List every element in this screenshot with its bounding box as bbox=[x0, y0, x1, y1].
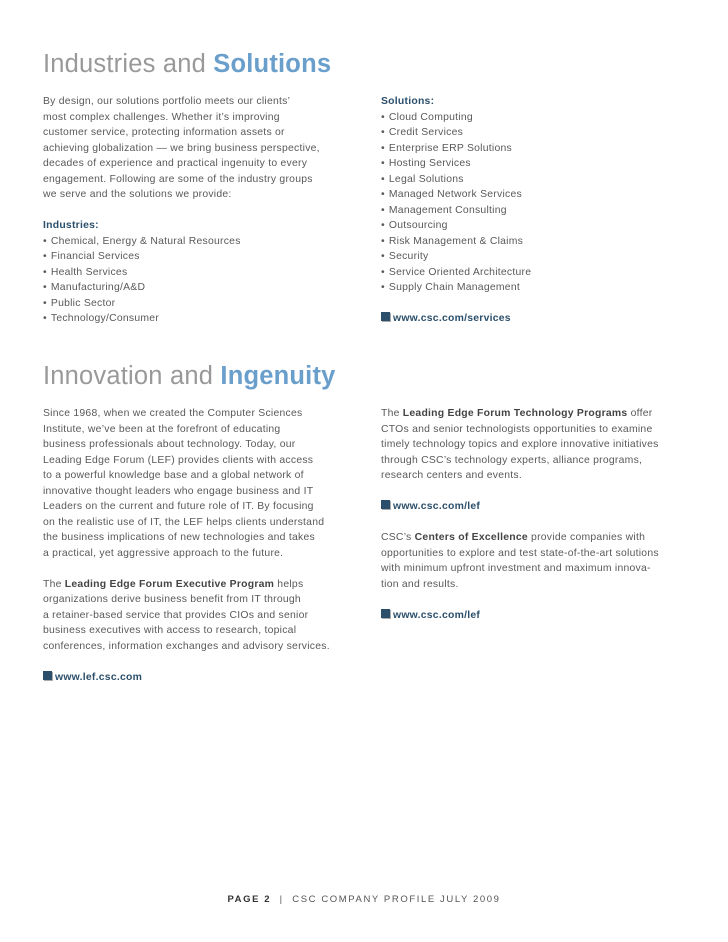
text-line: engagement. Following are some of the industry groups bbox=[43, 173, 313, 185]
link-box-icon bbox=[43, 671, 52, 680]
link-box-icon bbox=[381, 500, 390, 509]
services-link[interactable] bbox=[381, 311, 691, 327]
list-item: • Enterprise ERP Solutions bbox=[381, 141, 691, 157]
text-line: By design, our solutions portfolio meets our clients’ bbox=[43, 96, 291, 107]
program-name: Leading Edge Forum Technology Programs bbox=[402, 408, 628, 419]
lef-technology-link[interactable] bbox=[381, 499, 691, 515]
list-item: • Security bbox=[381, 249, 691, 265]
text-fragment: provide companies with bbox=[527, 532, 646, 543]
text-line: most complex challenges. Whether it’s improving bbox=[43, 111, 280, 123]
text-line: customer service, protecting information assets or bbox=[43, 127, 285, 138]
list-item: • Credit Services bbox=[381, 125, 691, 141]
text-line: on the realistic use of IT, the LEF helps clients understand bbox=[43, 516, 325, 528]
program-name: Leading Edge Forum Executive Program bbox=[64, 578, 275, 590]
title-plain: Industries and bbox=[43, 50, 206, 78]
text-fragment: The bbox=[43, 578, 65, 590]
text-line: tion and results. bbox=[381, 578, 459, 590]
footer-text: CSC COMPANY PROFILE JULY 2009 bbox=[292, 894, 501, 905]
text-line: Leaders on the current and future role of IT. By focusing bbox=[43, 501, 314, 512]
solutions-column bbox=[381, 94, 691, 327]
list-item: • Hosting Services bbox=[381, 156, 691, 172]
text-line: with minimum upfront investment and maximum innova- bbox=[381, 563, 651, 574]
centers-link-text[interactable]: www.csc.com/lef bbox=[393, 609, 481, 621]
footer-separator: | bbox=[279, 894, 284, 905]
lef-link[interactable] bbox=[43, 670, 363, 686]
program-name: Centers of Excellence bbox=[414, 532, 528, 543]
list-item: • Management Consulting bbox=[381, 203, 691, 219]
text-line: business executives with access to research, topical bbox=[43, 625, 297, 636]
list-item: • Financial Services bbox=[43, 249, 363, 265]
technology-programs-paragraph bbox=[381, 406, 691, 484]
text-line: a retainer-based service that provides CIOs and senior bbox=[43, 609, 309, 621]
text-line: conferences, information exchanges and advisory services. bbox=[43, 640, 330, 652]
intro-paragraph bbox=[43, 94, 363, 203]
text-line: research centers and events. bbox=[381, 470, 522, 481]
lef-link-text[interactable]: www.lef.csc.com bbox=[55, 671, 143, 683]
list-item: • Manufacturing/A&D bbox=[43, 280, 363, 296]
text-line: to a powerful knowledge base and a global network of bbox=[43, 470, 304, 481]
list-item: • Cloud Computing bbox=[381, 110, 691, 126]
text-line: CTOs and senior technologists opportunities to examine bbox=[381, 423, 653, 435]
centers-of-excellence-paragraph bbox=[381, 530, 691, 592]
text-line: the business implications of new technologies and takes bbox=[43, 532, 315, 543]
title-accent: Ingenuity bbox=[220, 362, 336, 390]
text-line bbox=[381, 406, 691, 422]
solutions-label: Solutions: bbox=[381, 96, 435, 107]
text-line: opportunities to explore and test state-of-the-art solutions bbox=[381, 547, 659, 559]
lef-technology-link-text[interactable]: www.csc.com/lef bbox=[393, 501, 481, 512]
text-fragment: The bbox=[381, 408, 403, 419]
list-item: • Managed Network Services bbox=[381, 187, 691, 203]
text-line: a practical, yet aggressive approach to the future. bbox=[43, 547, 284, 559]
list-item: • Health Services bbox=[43, 265, 363, 281]
text-line: we serve and the solutions we provide: bbox=[43, 189, 232, 200]
innovation-right-column bbox=[381, 406, 691, 623]
text-line: innovative thought leaders who engage business and IT bbox=[43, 485, 314, 497]
text-line: organizations derive business benefit from IT through bbox=[43, 594, 301, 605]
page-footer bbox=[0, 894, 728, 905]
title-plain: Innovation and bbox=[43, 362, 214, 390]
text-line: achieving globalization — we bring business perspective, bbox=[43, 142, 320, 154]
innovation-left-column bbox=[43, 406, 363, 685]
list-item: • Legal Solutions bbox=[381, 172, 691, 188]
list-item: • Outsourcing bbox=[381, 218, 691, 234]
title-accent: Solutions bbox=[213, 50, 332, 78]
text-line bbox=[43, 577, 363, 593]
list-item: • Public Sector bbox=[43, 296, 363, 312]
lef-paragraph bbox=[43, 406, 363, 561]
list-item: • Technology/Consumer bbox=[43, 311, 363, 327]
section-title-innovation bbox=[43, 362, 336, 391]
page-number: PAGE 2 bbox=[227, 894, 272, 905]
list-item: • Risk Management & Claims bbox=[381, 234, 691, 250]
text-fragment: offer bbox=[627, 408, 653, 419]
centers-link[interactable] bbox=[381, 608, 691, 624]
text-line bbox=[381, 530, 691, 546]
list-item: • Supply Chain Management bbox=[381, 280, 691, 296]
services-link-text[interactable]: www.csc.com/services bbox=[393, 313, 511, 324]
text-line: Since 1968, when we created the Computer Sciences bbox=[43, 408, 303, 419]
industries-label: Industries: bbox=[43, 220, 99, 231]
text-line: Institute, we’ve been at the forefront of educating bbox=[43, 423, 281, 435]
section-title-industries bbox=[43, 50, 331, 79]
text-line: Leading Edge Forum (LEF) provides clients with access bbox=[43, 454, 314, 466]
text-line: through CSC’s technology experts, alliance programs, bbox=[381, 454, 643, 466]
text-line: timely technology topics and explore innovative initiatives bbox=[381, 439, 659, 450]
link-box-icon bbox=[381, 609, 390, 618]
list-item: • Service Oriented Architecture bbox=[381, 265, 691, 281]
text-line: business professionals about technology. Today, our bbox=[43, 439, 296, 450]
industries-list bbox=[43, 234, 363, 327]
link-box-icon bbox=[381, 312, 390, 321]
solutions-list bbox=[381, 110, 691, 296]
text-fragment: CSC’s bbox=[381, 532, 415, 543]
executive-program-paragraph bbox=[43, 577, 363, 655]
text-line: decades of experience and practical ingenuity to every bbox=[43, 158, 308, 169]
list-item: • Chemical, Energy & Natural Resources bbox=[43, 234, 363, 250]
text-fragment: helps bbox=[274, 578, 304, 590]
industries-column bbox=[43, 94, 363, 327]
